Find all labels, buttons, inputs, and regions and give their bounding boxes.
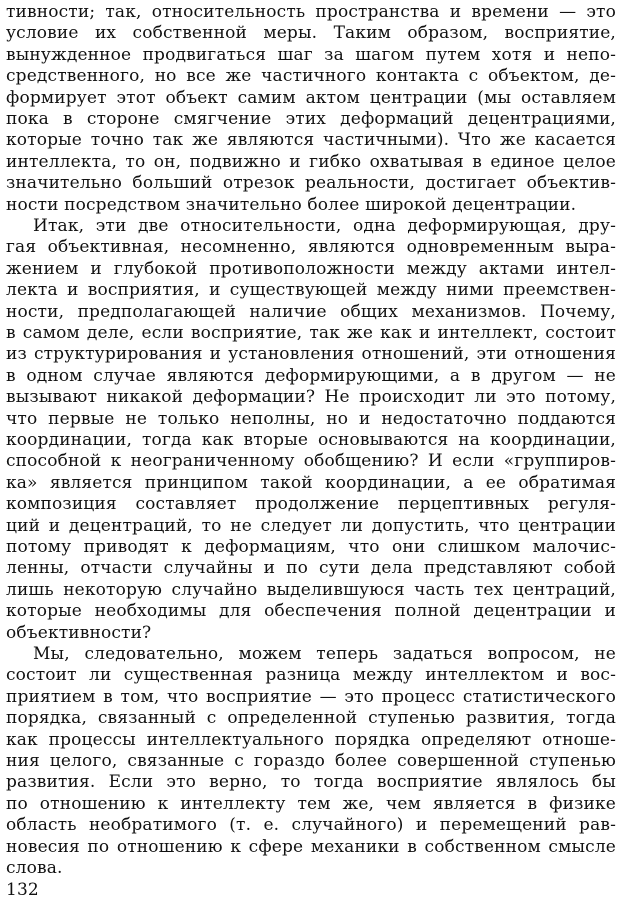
text-line: ленны, отчасти случайны и по сути дела представляют собой xyxy=(6,558,616,578)
text-line: порядка, связанный с определенной ступенью развития, тогда xyxy=(6,708,616,728)
text-line: вынужденное продвигаться шаг за шагом путем хотя и непо- xyxy=(6,45,616,65)
text-line: потому приводят к деформациям, что они слишком малочис- xyxy=(6,537,616,557)
paragraph-first-line: Мы, следовательно, можем теперь задаться вопросом, не xyxy=(33,644,616,664)
text-line: что первые не только неполны, но и недостаточно поддаются xyxy=(6,409,616,429)
paragraph-first-line: Итак, эти две относительности, одна деформирующая, дру- xyxy=(33,216,616,236)
text-line: условие их собственной меры. Таким образом, восприятие, xyxy=(6,23,616,43)
text-line: пока в стороне смягчение этих деформаций децентрациями, xyxy=(6,109,616,129)
text-line: жением и глубокой противоположности между актами интел- xyxy=(6,259,616,279)
text-line: координации, тогда как вторые основываются на координации, xyxy=(6,430,616,450)
text-line: по отношению к интеллекту тем же, чем является в физике xyxy=(6,794,616,814)
text-line: в одном случае являются деформирующими, а в другом — не xyxy=(6,366,616,386)
text-line: в самом деле, если восприятие, так же как и интеллект, состоит xyxy=(6,323,616,343)
text-line: приятием в том, что восприятие — это процесс статистического xyxy=(6,687,616,707)
text-line: ка» является принципом такой координации, а ее обратимая xyxy=(6,473,616,493)
text-line: способной к неограниченному обобщению? И если «группиров- xyxy=(6,451,616,471)
text-line: лишь некоторую случайно выделившуюся часть тех центраций, xyxy=(6,580,616,600)
text-line: состоит ли существенная разница между интеллектом и вос- xyxy=(6,665,616,685)
text-line: интеллекта, то он, подвижно и гибко охватывая в единое целое xyxy=(6,152,616,172)
text-line: вызывают никакой деформации? Не происходит ли это потому, xyxy=(6,387,616,407)
text-line: ния целого, связанные с гораздо более совершенной ступенью xyxy=(6,751,616,771)
text-line: объективности? xyxy=(6,623,152,643)
text-line: тивности; так, относительность пространства и времени — это xyxy=(6,2,616,22)
text-line: значительно больший отрезок реальности, достигает объектив- xyxy=(6,173,616,193)
text-line: которые необходимы для обеспечения полной децентрации и xyxy=(6,601,616,621)
text-line: ности посредством значительно более широкой децентрации. xyxy=(6,195,577,215)
text-line: развития. Если это верно, то тогда восприятие являлось бы xyxy=(6,772,616,792)
text-line: новесия по отношению к сфере механики в собственном смысле xyxy=(6,837,616,857)
text-line: лекта и восприятия, и существующей между ними преемствен- xyxy=(6,280,616,300)
text-line: ности, предполагающей наличие общих механизмов. Почему, xyxy=(6,302,616,322)
text-line: ций и децентраций, то не следует ли допустить, что центрации xyxy=(6,516,616,536)
text-line: гая объективная, несомненно, являются одновременным выра- xyxy=(6,237,616,257)
text-line: средственного, но все же частичного контакта с объектом, де- xyxy=(6,66,616,86)
page-number: 132 xyxy=(6,880,39,900)
text-line: из структурирования и установления отношений, эти отношения xyxy=(6,344,616,364)
text-line: которые точно так же являются частичными). Что же касается xyxy=(6,130,616,150)
text-line: как процессы интеллектуального порядка определяют отноше- xyxy=(6,730,616,750)
text-line: формирует этот объект самим актом центрации (мы оставляем xyxy=(6,88,616,108)
text-line: слова. xyxy=(6,858,63,878)
text-line: композиция составляет продолжение перцептивных регуля- xyxy=(6,494,616,514)
text-line: область необратимого (т. е. случайного) и перемещений рав- xyxy=(6,815,616,835)
